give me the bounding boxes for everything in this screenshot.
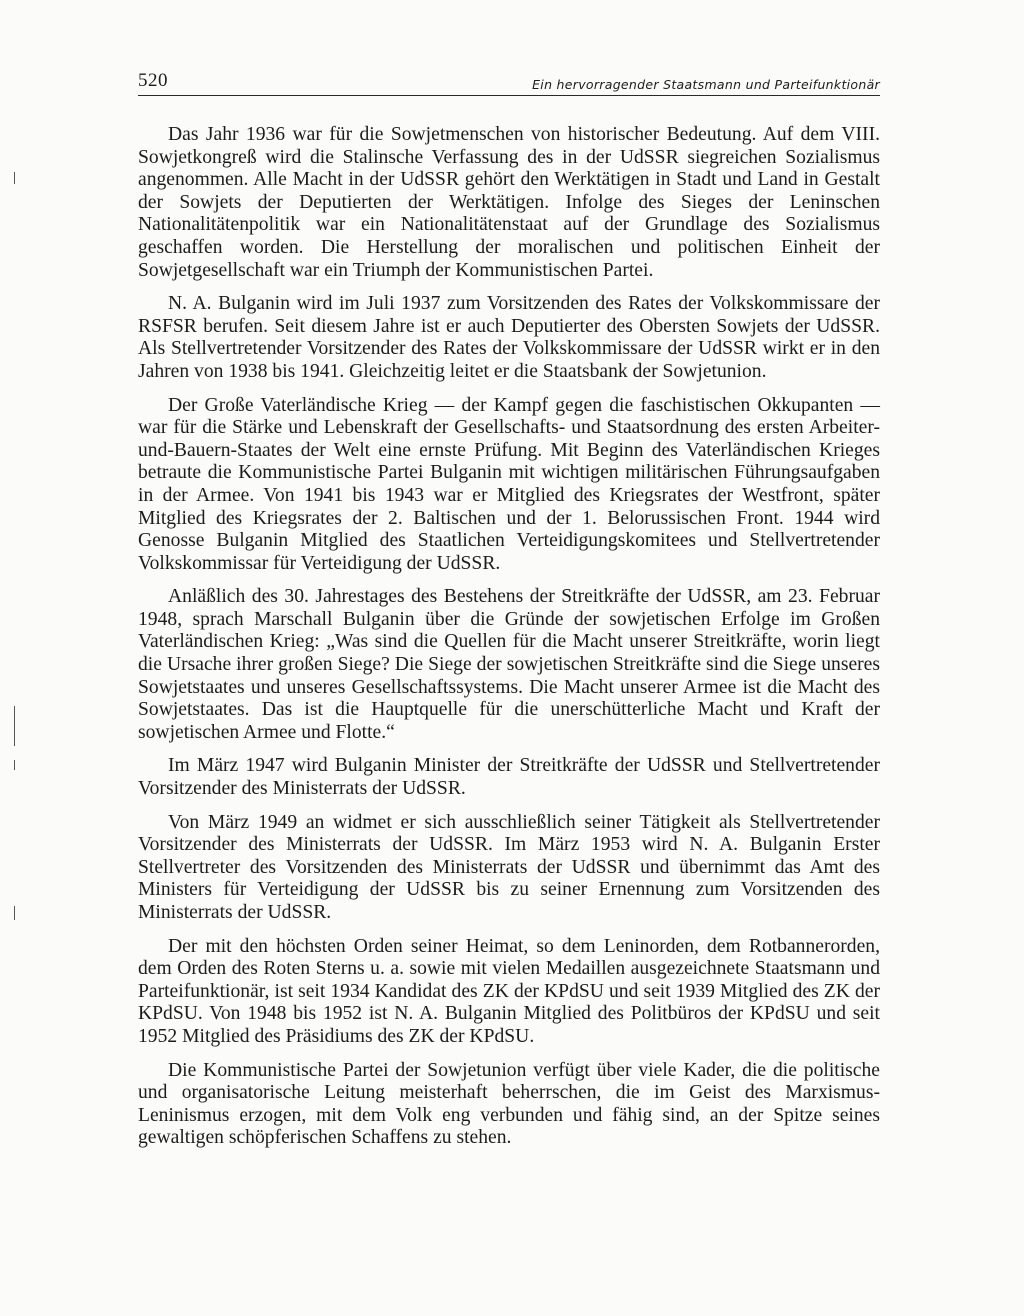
margin-mark <box>14 760 15 770</box>
paragraph: Anläßlich des 30. Jahrestages des Bestehens der Streitkräfte der UdSSR, am 23. Februar 1948, sprach Marschall Bulganin über die Gründe der sowjetischen Erfolge im Großen Vaterländischen Krieg: „Was sind die Quellen für die Macht unserer Streitkräfte, worin liegt die Ursache ihrer großen Siege? Die Siege der sowjetischen Streitkräfte sind die Siege unseres Sowjetstaates und unseres Gesellschaftssystems. Die Macht unserer Armee ist die Macht des Sowjetstaates. Das ist die Hauptquelle für die unerschütterliche Macht und Kraft der sowjetischen Armee und Flotte.“ <box>138 586 880 743</box>
page-header <box>138 70 880 96</box>
paragraph: Der mit den höchsten Orden seiner Heimat, so dem Leninorden, dem Rotbannerorden, dem Orden des Roten Sterns u. a. sowie mit vielen Medaillen ausgezeichnete Staatsmann und Parteifunktionär, ist seit 1934 Kandidat des ZK der KPdSU und seit 1939 Mitglied des ZK der KPdSU. Von 1948 bis 1952 ist N. A. Bulganin Mitglied des Politbüros der KPdSU und seit 1952 Mitglied des Präsidiums des ZK der KPdSU. <box>138 935 880 1047</box>
margin-mark <box>14 706 15 746</box>
body-text <box>138 124 880 1150</box>
paragraph: Im März 1947 wird Bulganin Minister der Streitkräfte der UdSSR und Stellvertretender Vorsitzender des Ministerrats der UdSSR. <box>138 755 880 800</box>
paragraph: Der Große Vaterländische Krieg — der Kampf gegen die faschistischen Okkupanten — war für die Stärke und Lebenskraft der Gesellschafts- und Staatsordnung des ersten Arbeiter-und-Bauern-Staates der Welt eine ernste Prüfung. Mit Beginn des Vaterländischen Krieges betraute die Kommunistische Partei Bulganin mit wichtigen militärischen Führungsaufgaben in der Armee. Von 1941 bis 1943 war er Mitglied des Kriegsrates der Westfront, später Mitglied des Kriegsrates der 2. Baltischen und der 1. Belorussischen Front. 1944 wird Genosse Bulganin Mitglied des Staatlichen Verteidigungskomitees und Stellvertretender Volkskommissar für Verteidigung der UdSSR. <box>138 394 880 574</box>
paragraph: N. A. Bulganin wird im Juli 1937 zum Vorsitzenden des Rates der Volkskommissare der RSFSR berufen. Seit diesem Jahre ist er auch Deputierter des Obersten Sowjets der UdSSR. Als Stellvertretender Vorsitzender des Rates der Volkskommissare der UdSSR wirkt er in den Jahren von 1938 bis 1941. Gleichzeitig leitet er die Staatsbank der Sowjetunion. <box>138 293 880 382</box>
paragraph: Das Jahr 1936 war für die Sowjetmenschen von historischer Bedeutung. Auf dem VIII. Sowjetkongreß wird die Stalinsche Verfassung des in der UdSSR siegreichen Sozialismus angenommen. Alle Macht in der UdSSR gehört den Werktätigen in Stadt und Land in Gestalt der Sowjets der Deputierten der Werktätigen. Infolge des Sieges der Leninschen Nationalitätenpolitik war ein Nationalitätenstaat auf der Grundlage des Sozialismus geschaffen worden. Die Herstellung der moralischen und politischen Einheit der Sowjetgesellschaft war ein Triumph der Kommunistischen Partei. <box>138 124 880 281</box>
paragraph: Die Kommunistische Partei der Sowjetunion verfügt über viele Kader, die die politische und organisatorische Leitung meisterhaft beherrschen, die im Geist des Marxismus-Leninismus erzogen, mit dem Volk eng verbunden und fähig sind, an der Spitze seines gewaltigen schöpferischen Schaffens zu stehen. <box>138 1059 880 1149</box>
book-page <box>138 70 880 1161</box>
page-number: 520 <box>138 70 168 91</box>
running-title: Ein hervorragender Staatsmann und Parteifunktionär <box>532 77 880 92</box>
margin-mark <box>14 172 15 184</box>
margin-mark <box>14 906 15 920</box>
paragraph: Von März 1949 an widmet er sich ausschließlich seiner Tätigkeit als Stellvertretender Vorsitzender des Ministerrats der UdSSR. Im März 1953 wird N. A. Bulganin Erster Stellvertreter des Vorsitzenden des Ministerrats der UdSSR und übernimmt das Amt des Ministers für Verteidigung der UdSSR bis zu seiner Ernennung zum Vorsitzenden des Ministerrats der UdSSR. <box>138 811 880 923</box>
